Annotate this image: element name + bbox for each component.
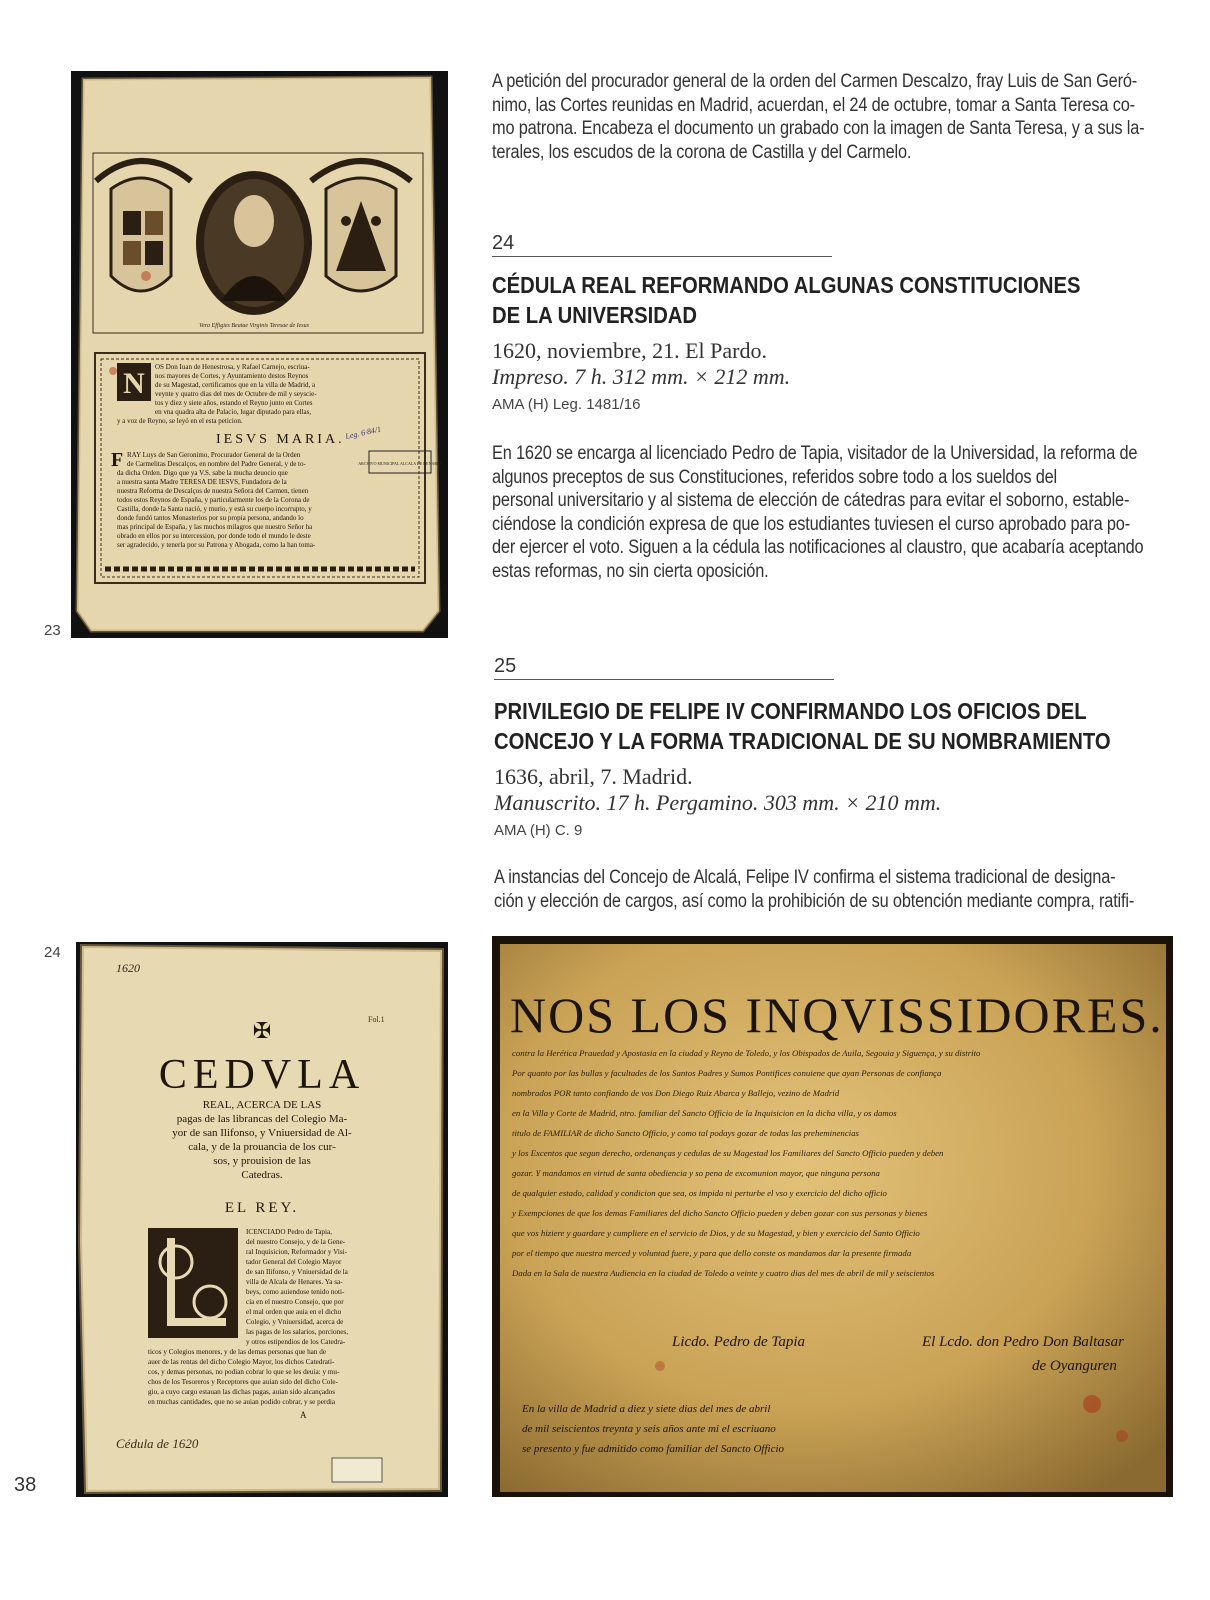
text-line: personal universitario y al sistema de elección de cátedras para evitar el soborno, estable- bbox=[492, 490, 1130, 511]
entry-25-paragraph bbox=[494, 866, 1182, 913]
fig23-line: de Carmelitas Descalços, en nombre del Padre General, y de to- bbox=[127, 460, 306, 468]
script-line: por el tiempo que nuestra merced y voluntad fuere, y para que dello conste os mandamos dar la presente firmada bbox=[512, 1248, 912, 1258]
signature: de Oyanguren bbox=[1032, 1358, 1117, 1374]
fig24-line: ticos y Colegios menores, y de las demas personas que han de bbox=[148, 1348, 327, 1356]
entry-24-date: 1620, noviembre, 21. El Pardo. bbox=[492, 338, 767, 363]
entry-25-title bbox=[494, 696, 1111, 756]
fig24-line: el mal orden que auia en el dicho bbox=[246, 1308, 342, 1316]
fig24-line: y otros estipendios de los Catedra- bbox=[246, 1338, 346, 1346]
script-line: y los Excentos que segun derecho, ordenanças y cedulas de su Magestad los Familiares del Sancto Officio pueden y deben bbox=[512, 1148, 944, 1158]
script-line: nombrados POR tanto confiando de vos Don Diego Ruiz Abarca y Ballejo, vezino de Madrid bbox=[512, 1088, 840, 1098]
fig24-line: cos, y demas personas, no podian cobrar lo que se les deuia: y mu- bbox=[148, 1368, 340, 1376]
title-line: PRIVILEGIO DE FELIPE IV CONFIRMANDO LOS OFICIOS DEL bbox=[494, 698, 1087, 724]
text-line: A instancias del Concejo de Alcalá, Felipe IV confirma el sistema tradicional de designa- bbox=[494, 867, 1116, 888]
text-line: mo patrona. Encabeza el documento un grabado con la imagen de Santa Teresa, y a sus la- bbox=[492, 118, 1145, 139]
subtitle-line: pagas de las librancas del Colegio Ma- bbox=[176, 1113, 348, 1125]
entry-25-description: Manuscrito. 17 h. Pergamino. 303 mm. × 210 mm. bbox=[494, 790, 942, 815]
fig24-line: villa de Alcala de Henares. Ya sa- bbox=[246, 1278, 343, 1286]
figure-25-image bbox=[492, 936, 1173, 1497]
fig24-line: chos de los Tesoreros y Receptores que auian sido del dicho Cole- bbox=[148, 1378, 338, 1386]
fig23-line: RAY Luys de San Geronimo, Procurador General de la Orden bbox=[127, 451, 301, 459]
fig24-line: gio, a cuyo cargo estauan las dichas pagas, auian sido alcançados bbox=[148, 1388, 336, 1396]
fig23-line: veynte y quatro dias del mes de Octubre de mil y seyscie- bbox=[155, 390, 317, 398]
entry-number-24: 24 bbox=[492, 232, 515, 254]
script-line: contra la Herética Prauedad y Apostasia en la ciudad y Reyno de Toledo, y los Obispados de Auila, Segouia y Siguença, y su distrito bbox=[512, 1048, 981, 1058]
subtitle-line: REAL, ACERCA DE LAS bbox=[202, 1099, 322, 1111]
fig24-line: de san Ilifonso, y Vniuersidad de la bbox=[246, 1268, 348, 1276]
subtitle-line: Catedras. bbox=[241, 1169, 283, 1181]
cross-ornament-icon: ✠ bbox=[252, 1018, 272, 1043]
cedula-title: CEDVLA bbox=[158, 1052, 366, 1098]
text-line: estas reformas, no sin cierta oposición. bbox=[492, 560, 769, 582]
fig24-line: Colegio, y Vniuersidad, acerca de bbox=[246, 1318, 344, 1326]
figure-25-svg bbox=[492, 936, 1173, 1497]
script-line: y Exempciones de que los demas Familiares del dicho Sancto Officio pueden y deben gozar con sus personas y bienes bbox=[512, 1208, 928, 1218]
text-line: ciéndose la condición expresa de que los estudiantes tuviesen el curso aprobado para po- bbox=[492, 513, 1130, 535]
fig24-line: auer de las rentas del dicho Colegio Mayor, los dichos Catedrati- bbox=[148, 1358, 335, 1366]
text-line: ción y elección de cargos, así como la prohibición de su obtención mediante compra, ratifi- bbox=[494, 890, 1135, 912]
subtitle-line: sos, y prouision de las bbox=[213, 1155, 311, 1167]
entry-number-25: 25 bbox=[494, 655, 517, 677]
intro-paragraph bbox=[492, 70, 1180, 164]
notation-line: En la villa de Madrid a diez y siete dias del mes de abril bbox=[522, 1403, 771, 1415]
fig23-line: y a voz de Reyno, se leyó en el esta peticion. bbox=[117, 417, 243, 425]
fig23-line: a nuestra santa Madre TERESA DE IESVS, Fundadora de la bbox=[117, 478, 287, 486]
text-line: der ejercer el voto. Siguen a la cédula las notificaciones al claustro, que acabaría aceptando bbox=[492, 537, 1144, 558]
figure-23-svg bbox=[71, 71, 448, 638]
fig24-line: las pagas de los salarios, porciones, bbox=[246, 1328, 348, 1336]
fig24-line: tador General del Colegio Mayor bbox=[246, 1258, 342, 1266]
script-line: Por quanto por las bullas y facultades de los Santos Padres y Sumos Pontifices conuiene que ayan Personas de confiança bbox=[512, 1068, 942, 1078]
script-line: titulo de FAMILIAR de dicho Sancto Officio, y como tal podays gozar de todas las preheminencias bbox=[512, 1128, 859, 1138]
fig24-line: beys, como auiendose tenido noti- bbox=[246, 1288, 345, 1296]
fig23-line: obrado en ellos por su intercession, por donde todo el mundo le deste bbox=[117, 532, 311, 540]
figure-24-svg bbox=[76, 942, 448, 1497]
script-line: Dada en la Sala de nuestra Audiencia en la ciudad de Toledo a veinte y cuatro dias del mes de abril de mil y seiscientos bbox=[512, 1268, 935, 1278]
notation-line: de mil seiscientos treynta y seis años ante mi el escriuano bbox=[522, 1423, 776, 1435]
fig24-line: ral Inquisicion, Reformador y Visi- bbox=[246, 1248, 348, 1256]
script-line: de qualquier estado, calidad y condicion que sea, os impida ni perturbe el vso y exercicio del dicho officio bbox=[512, 1188, 887, 1198]
entry-25-date: 1636, abril, 7. Madrid. bbox=[494, 764, 693, 789]
entry-24-reference: AMA (H) Leg. 1481/16 bbox=[492, 396, 641, 413]
entry-25-reference: AMA (H) C. 9 bbox=[494, 822, 583, 839]
entry-24-title bbox=[492, 270, 1080, 330]
script-line: que vos hiziere y guardare y cumpliere en el servicio de Dios, y de su Magestad, y bien y exercicio del Santo Officio bbox=[512, 1228, 920, 1238]
text-line: terales, los escudos de la corona de Castilla y del Carmelo. bbox=[492, 141, 912, 163]
text-line: A petición del procurador general de la orden del Carmen Descalzo, fray Luis de San Geró- bbox=[492, 71, 1138, 92]
catch-letter: A bbox=[300, 1410, 307, 1420]
fig23-line: mas principal de España, y las muchos milagros que nuestro Señor ha bbox=[117, 523, 313, 531]
inquisidores-heading: NOS LOS INQVISSIDORES. bbox=[510, 987, 1164, 1043]
fig24-line: cia en el nuestro Consejo, que por bbox=[246, 1298, 344, 1306]
script-line: en la Villa y Corte de Madrid, ntro. familiar del Sancto Officio de la Inquisicion en la dicha villa, y os damos bbox=[512, 1108, 897, 1118]
figure-number-23: 23 bbox=[44, 622, 61, 639]
iesus-maria-heading: IESVS MARIA. bbox=[216, 432, 345, 447]
fig23-line: da dicha Orden. Digo que ya V.S. sabe la mucha deuocio que bbox=[117, 469, 288, 477]
script-line: gozar. Y mandamos en virtud de santa obediencia y so pena de excomunion mayor, que ninguna persona bbox=[512, 1168, 880, 1178]
entry-24-paragraph bbox=[492, 442, 1180, 583]
title-line: CÉDULA REAL REFORMANDO ALGUNAS CONSTITUCIONES bbox=[492, 272, 1081, 298]
margin-note: Leg. 6·84/1 bbox=[344, 424, 382, 441]
fig23-line: nuestra Reforma de Descalços de nuestra Señora del Carmen, tienen bbox=[117, 487, 309, 495]
fig24-line: ICENCIADO Pedro de Tapia, bbox=[246, 1228, 332, 1236]
fig23-line: donde fundó tantos Monasterios por su propia persona, andando lo bbox=[117, 514, 304, 522]
decorative-initial-n: N bbox=[123, 367, 145, 400]
fig24-line: en muchas cantidades, que no se auian podido cobrar, y se perdia bbox=[148, 1398, 336, 1406]
signature: El Lcdo. don Pedro Don Baltasar bbox=[922, 1334, 1124, 1350]
portrait-caption: Vera Effigies Beatae Virginis Teresae de Iesus bbox=[199, 323, 309, 329]
archive-stamp bbox=[332, 1458, 382, 1482]
svg-text:F: F bbox=[111, 449, 124, 471]
text-line: nimo, las Cortes reunidas en Madrid, acuerdan, el 24 de octubre, tomar a Santa Teresa co- bbox=[492, 94, 1135, 116]
fig23-line: en vna quadra alta de Palacio, lugar diputado para ellas, bbox=[155, 408, 312, 416]
title-line: DE LA UNIVERSIDAD bbox=[492, 302, 698, 328]
entry-24-description: Impreso. 7 h. 312 mm. × 212 mm. bbox=[492, 364, 791, 389]
signature: Licdo. Pedro de Tapia bbox=[672, 1334, 806, 1350]
entry-25-rule bbox=[494, 679, 834, 680]
fig23-line: OS Don Iuan de Henestrosa, y Rafael Carnejo, escriua- bbox=[155, 363, 310, 371]
fig23-line: ser agradecido, y tenerla por su Patrona y Abogada, como la han toma- bbox=[117, 541, 316, 549]
subtitle-line: cala, y de la prouancia de los cur- bbox=[188, 1141, 336, 1153]
el-rey-heading: EL REY. bbox=[224, 1200, 300, 1216]
figure-24-image bbox=[76, 942, 448, 1497]
fig23-line: todos estos Reynos de España, y particularmente los de la Corona de bbox=[117, 496, 310, 504]
subtitle-line: yor de san Ilifonso, y Vniuersidad de Al- bbox=[172, 1127, 352, 1139]
figure-23-image bbox=[71, 71, 448, 638]
fig23-line: Castilla, donde la Santa nació, y murio, y està su cuerpo incorrupto, y bbox=[117, 505, 312, 513]
fig23-line: nos mayores de Cortes, y Ayuntamiento destos Reynos bbox=[155, 372, 309, 380]
folio-number: Fol.1 bbox=[368, 1015, 385, 1024]
handwritten-note: Cédula de 1620 bbox=[116, 1436, 199, 1451]
text-line: algunos preceptos de sus Constituciones, referidos sobre todo a los sueldos del bbox=[492, 466, 1058, 488]
corner-note: 1620 bbox=[116, 961, 140, 975]
fig23-line: tos y diez y siete años, estando el Reyno junto en Cortes bbox=[155, 399, 313, 407]
page-number: 38 bbox=[14, 1474, 37, 1496]
text-line: En 1620 se encarga al licenciado Pedro de Tapia, visitador de la Universidad, la reforma de bbox=[492, 443, 1138, 464]
svg-text:ARCHIVO MUNICIPAL ALCALA DE HE: ARCHIVO MUNICIPAL ALCALA DE HENARES bbox=[358, 461, 442, 466]
fig23-line: de su Magestad, certificamos que en la villa de Madrid, a bbox=[155, 381, 316, 389]
santa-teresa-portrait-icon bbox=[196, 171, 312, 315]
entry-24-rule bbox=[492, 256, 832, 257]
notation-line: se presento y fue admitido como familiar del Sancto Officio bbox=[522, 1443, 785, 1455]
title-line: CONCEJO Y LA FORMA TRADICIONAL DE SU NOMBRAMIENTO bbox=[494, 728, 1111, 754]
figure-number-24: 24 bbox=[44, 944, 61, 961]
fig24-line: del nuestro Consejo, y de la Gene- bbox=[246, 1238, 346, 1246]
ornamental-initial-l-icon bbox=[148, 1228, 238, 1338]
